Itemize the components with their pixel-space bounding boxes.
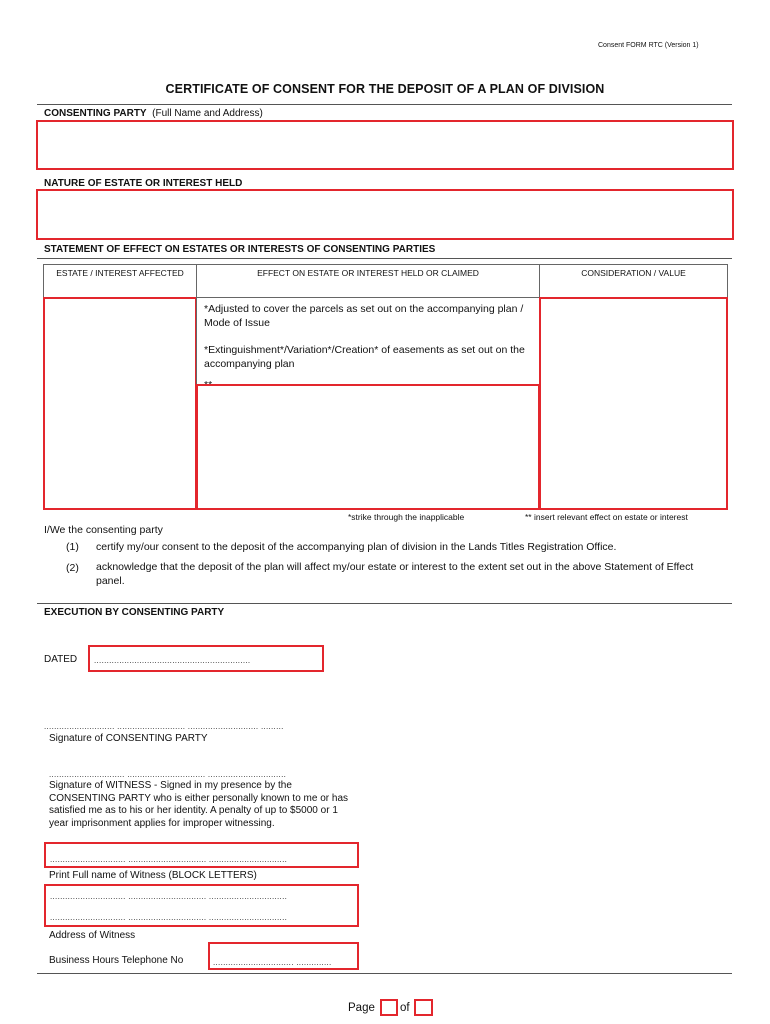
footer-rule: [37, 973, 732, 974]
nature-of-estate-heading: NATURE OF ESTATE OR INTEREST HELD: [44, 178, 243, 189]
consenting-party-field[interactable]: [36, 120, 734, 170]
effect-text-2: *Extinguishment*/Variation*/Creation* of easements as set out on the accompanying plan: [204, 344, 525, 370]
witness-address-label: Address of Witness: [49, 930, 136, 941]
signature-witness-line[interactable]: .............................. ............................... ...............................: [49, 770, 287, 779]
footnote-insert: ** insert relevant effect on estate or interest: [525, 512, 688, 522]
signature-party-line[interactable]: ............................ ........................... ............................ .........: [44, 722, 284, 731]
col-effect: EFFECT ON ESTATE OR INTEREST HELD OR CLAIMED: [196, 264, 540, 298]
dated-field[interactable]: [88, 645, 324, 672]
phone-label: Business Hours Telephone No: [49, 955, 184, 966]
page-label: Page: [348, 1002, 375, 1014]
estate-interest-field[interactable]: [43, 297, 197, 510]
effect-field[interactable]: [196, 384, 540, 510]
witness-name-dots: .............................. ............................... ...............................: [50, 855, 288, 864]
execution-heading: EXECUTION BY CONSENTING PARTY: [44, 607, 225, 618]
phone-field[interactable]: [208, 942, 359, 970]
phone-dots: ................................ ..............: [213, 958, 332, 967]
signature-party-label: Signature of CONSENTING PARTY: [49, 733, 208, 744]
signature-witness-label: Signature of WITNESS - Signed in my presence by the CONSENTING PARTY who is either personally known to me or has satisfied me as to his or her identity. A penalty of up to $5000 or 1 year imprisonment applies for improper witnessing.: [49, 780, 349, 829]
footnote-strike: *strike through the inapplicable: [348, 512, 465, 522]
execution-rule: [37, 603, 732, 604]
consent-item-num: (1): [66, 541, 79, 553]
form-id: Consent FORM RTC (Version 1): [598, 42, 699, 49]
witness-address-dots: .............................. ............................... ...............................: [50, 892, 288, 901]
of-label: of: [400, 1002, 410, 1014]
effect-text-1: *Adjusted to cover the parcels as set out on the accompanying plan / Mode of Issue: [204, 303, 524, 329]
witness-address-dots: .............................. ............................... ...............................: [50, 913, 288, 922]
dated-label: DATED: [44, 654, 78, 665]
witness-name-label: Print Full name of Witness (BLOCK LETTERS): [49, 870, 257, 881]
witness-name-field[interactable]: [44, 842, 359, 868]
consent-item-text: certify my/our consent to the deposit of the accompanying plan of division in the Lands Titles Registration Office.: [96, 541, 617, 553]
nature-of-estate-field[interactable]: [36, 189, 734, 240]
witness-address-field[interactable]: [44, 884, 359, 927]
statement-heading: STATEMENT OF EFFECT ON ESTATES OR INTERESTS OF CONSENTING PARTIES: [44, 244, 436, 255]
consideration-field[interactable]: [539, 297, 728, 510]
statement-rule: [37, 258, 732, 259]
consenting-party-heading: CONSENTING PARTY (Full Name and Address): [44, 108, 263, 119]
consent-item-text: acknowledge that the deposit of the plan will affect my/our estate or interest to the extent set out in the above Statement of Effect panel.: [96, 561, 694, 587]
page-number-field[interactable]: [380, 999, 398, 1016]
consent-item-num: (2): [66, 562, 79, 574]
col-estate-interest: ESTATE / INTEREST AFFECTED: [43, 264, 197, 298]
page-total-field[interactable]: [414, 999, 433, 1016]
col-consideration: CONSIDERATION / VALUE: [539, 264, 728, 298]
consent-intro: I/We the consenting party: [44, 524, 163, 536]
dated-dots: ..............................................................: [94, 656, 251, 665]
page-title: CERTIFICATE OF CONSENT FOR THE DEPOSIT OF A PLAN OF DIVISION: [165, 82, 605, 96]
title-rule: [37, 104, 732, 105]
